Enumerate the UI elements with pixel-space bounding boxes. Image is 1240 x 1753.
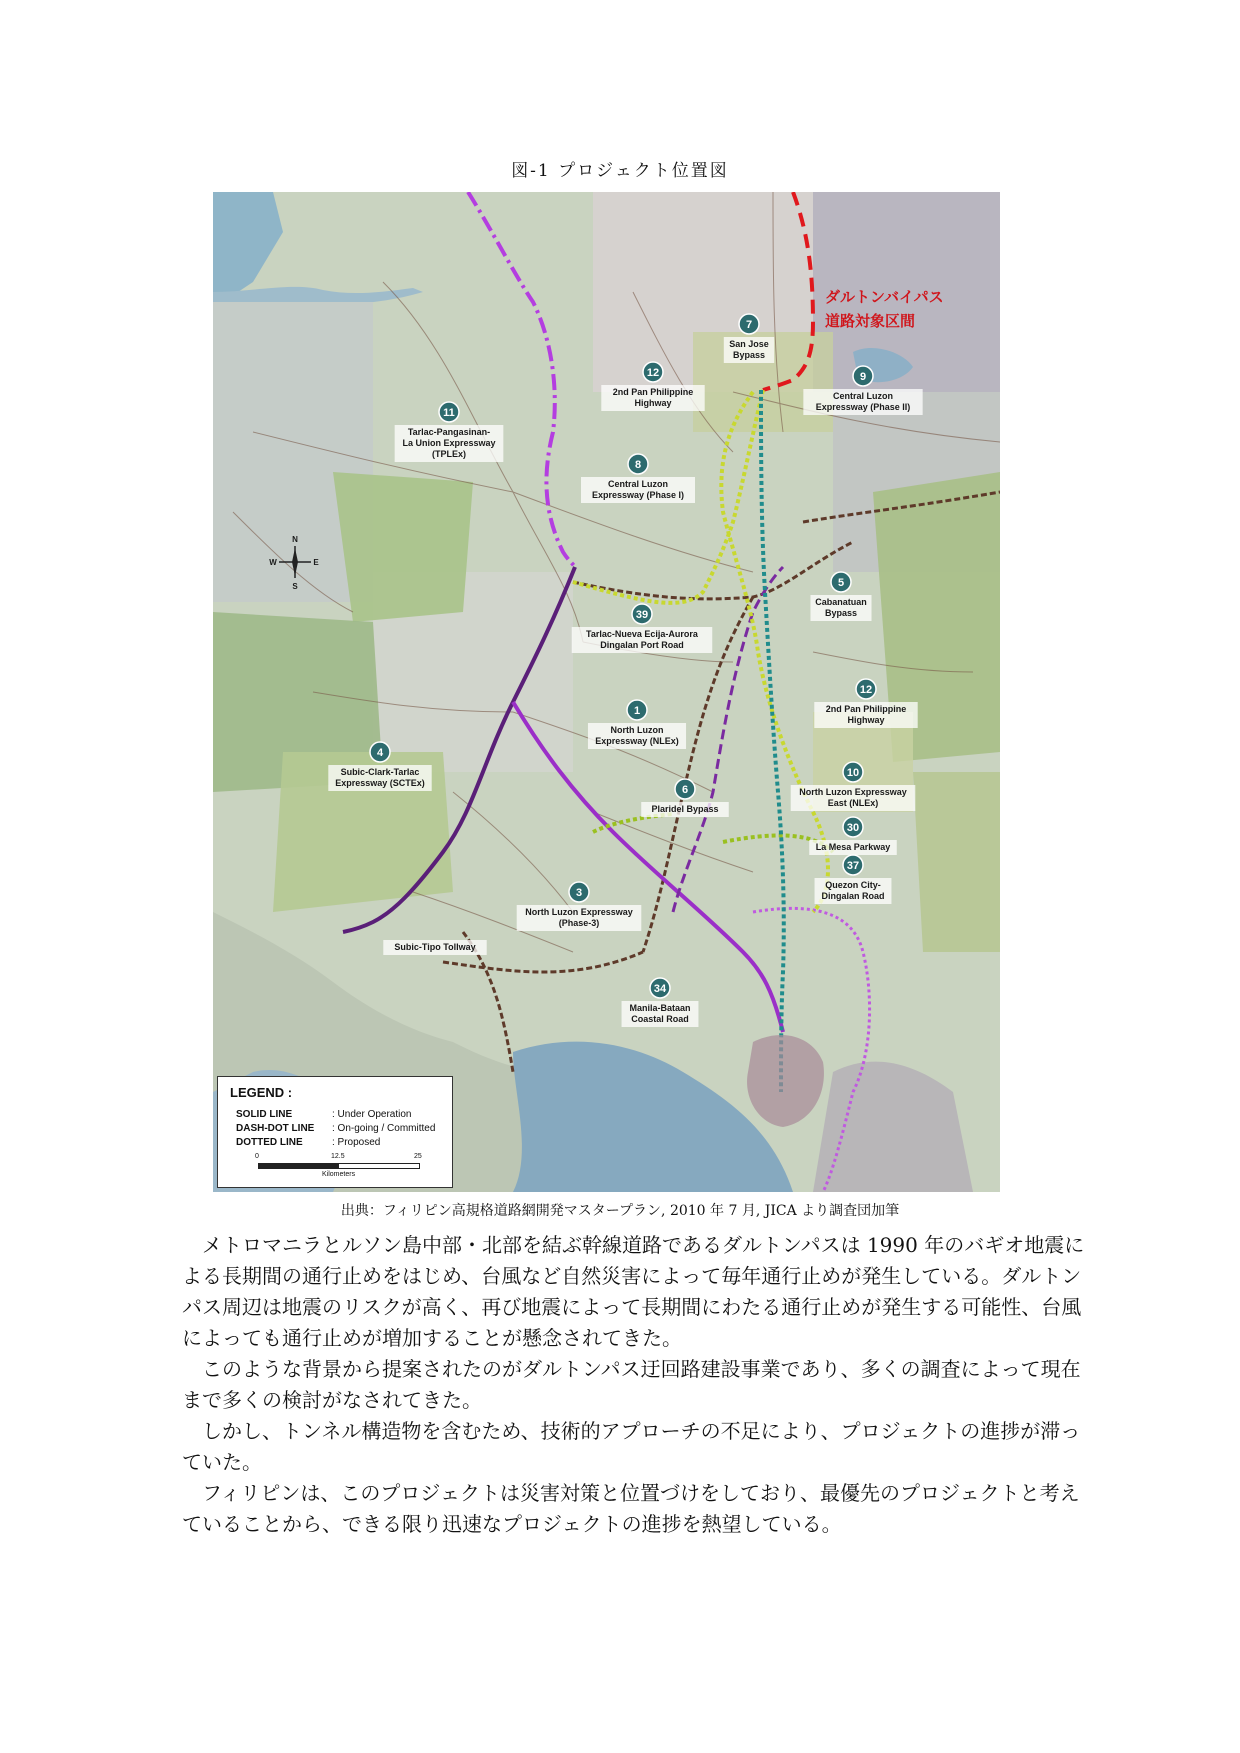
project-name-line: Bypass — [732, 350, 766, 360]
paragraph-4: フィリピンは、このプロジェクトは災害対策と位置づけをしており、最優先のプロジェクトと考えていることから、できる限り迅速なプロジェクトの進捗を熱望している。 — [182, 1481, 1080, 1536]
dalton-annotation-line1: ダルトンバイパス — [825, 288, 944, 306]
paragraph-1: メトロマニラとルソン島中部・北部を結ぶ幹線道路であるダルトンパスは 1990 年のバギオ地震による長期間の通行止めをはじめ、台風など自然災害によって毎年通行止めが発生している。ダルトンパス周辺は地震のリスクが高く、再び地震によって長期間にわたる通行止めが発生する可能性、台風によっても通行止めが増加することが懸念されてきた。 — [182, 1233, 1085, 1350]
project-name-line: Subic-Clark-Tarlac — [340, 767, 420, 777]
map-legend — [217, 1076, 453, 1188]
project-name-line: North Luzon Expressway — [799, 787, 907, 797]
project-name-line: East (NLEx) — [827, 798, 879, 808]
scale-0: 0 — [255, 1153, 259, 1160]
project-number: 3 — [575, 887, 583, 899]
project-name-line: Dingalan Road — [821, 891, 885, 901]
project-name-line: Bypass — [824, 608, 858, 618]
project-name-line: North Luzon — [610, 725, 664, 735]
legend-title: LEGEND : — [230, 1085, 293, 1100]
project-number: 7 — [745, 319, 753, 331]
project-name-line: Highway — [634, 398, 672, 408]
project-name-line: Plaridel Bypass — [651, 804, 719, 814]
project-number: 8 — [634, 459, 642, 471]
legend-row-solid: SOLID LINE : Under Operation — [236, 1109, 412, 1120]
project-number: 1 — [633, 705, 641, 717]
project-number: 34 — [653, 983, 667, 995]
project-number: 12 — [859, 684, 873, 696]
project-number: 5 — [837, 577, 845, 589]
project-location-map — [213, 192, 1000, 1192]
project-number: 11 — [443, 407, 455, 419]
project-name-line: North Luzon Expressway — [525, 907, 633, 917]
project-name-line: Central Luzon — [833, 391, 893, 401]
project-number: 6 — [681, 784, 689, 796]
project-name-line: 2nd Pan Philippine — [825, 704, 907, 714]
project-name-line: Expressway (SCTEx) — [335, 778, 425, 788]
figure-caption: 図-1 プロジェクト位置図 — [511, 161, 729, 181]
map-canvas — [213, 192, 1000, 1192]
project-name-line: Tarlac-Nueva Ecija-Aurora — [586, 629, 698, 639]
legend-row-dashdot: DASH-DOT LINE : On-going / Committed — [236, 1123, 436, 1134]
project-name-line: Tarlac-Pangasinan- — [407, 427, 491, 437]
legend-scale-bar — [258, 1163, 420, 1169]
project-number: 10 — [846, 767, 860, 779]
project-name-line: Highway — [847, 715, 885, 725]
project-name-line: Dingalan Port Road — [600, 640, 684, 650]
project-name-line: Manila-Bataan — [629, 1003, 691, 1013]
project-name-line: 2nd Pan Philippine — [612, 387, 694, 397]
project-number: 12 — [646, 367, 660, 379]
project-number: 30 — [846, 822, 860, 834]
project-number: 39 — [635, 609, 649, 621]
paragraph-2: このような背景から提案されたのがダルトンパス迂回路建設事業であり、多くの調査によって現在まで多くの検討がなされてきた。 — [182, 1357, 1081, 1412]
project-name-line: Subic-Tipo Tollway — [394, 942, 476, 952]
project-name-line: La Mesa Parkway — [815, 842, 891, 852]
project-number: 4 — [376, 747, 384, 759]
project-name-line: Central Luzon — [608, 479, 668, 489]
paragraph-3: しかし、トンネル構造物を含むため、技術的アプローチの不足により、プロジェクトの進捗が滞っていた。 — [182, 1419, 1081, 1474]
project-name-line: Expressway (Phase I) — [591, 490, 685, 500]
compass-n: N — [292, 535, 298, 544]
project-label-tollway — [383, 940, 486, 955]
project-name-line: Expressway (Phase II) — [815, 402, 911, 412]
project-name-line: (TPLEx) — [431, 449, 467, 459]
project-name-line: Coastal Road — [631, 1014, 689, 1024]
project-name-line: Cabanatuan — [815, 597, 867, 607]
project-name-line: La Union Expressway — [402, 438, 496, 448]
project-number: 37 — [846, 860, 860, 872]
project-name-line: San Jose — [729, 339, 769, 349]
scale-unit: Kilometers — [322, 1171, 356, 1178]
figure-source: 出典：フィリピン高規格道路網開発マスタープラン, 2010 年 7 月, JICA より調査団加筆 — [340, 1203, 900, 1219]
legend-row-dotted: DOTTED LINE : Proposed — [236, 1137, 381, 1148]
project-name-line: Quezon City- — [825, 880, 881, 890]
scale-mid: 12.5 — [331, 1153, 345, 1160]
scale-end: 25 — [414, 1153, 422, 1160]
project-name-line: (Phase-3) — [558, 918, 600, 928]
compass-e: E — [313, 558, 319, 567]
compass-w: W — [269, 558, 277, 567]
project-name-line: Expressway (NLEx) — [595, 736, 679, 746]
body-text — [182, 1230, 1096, 1540]
project-number: 9 — [859, 371, 867, 383]
compass-s: S — [292, 582, 298, 591]
dalton-annotation-line2: 道路対象区間 — [825, 312, 916, 330]
